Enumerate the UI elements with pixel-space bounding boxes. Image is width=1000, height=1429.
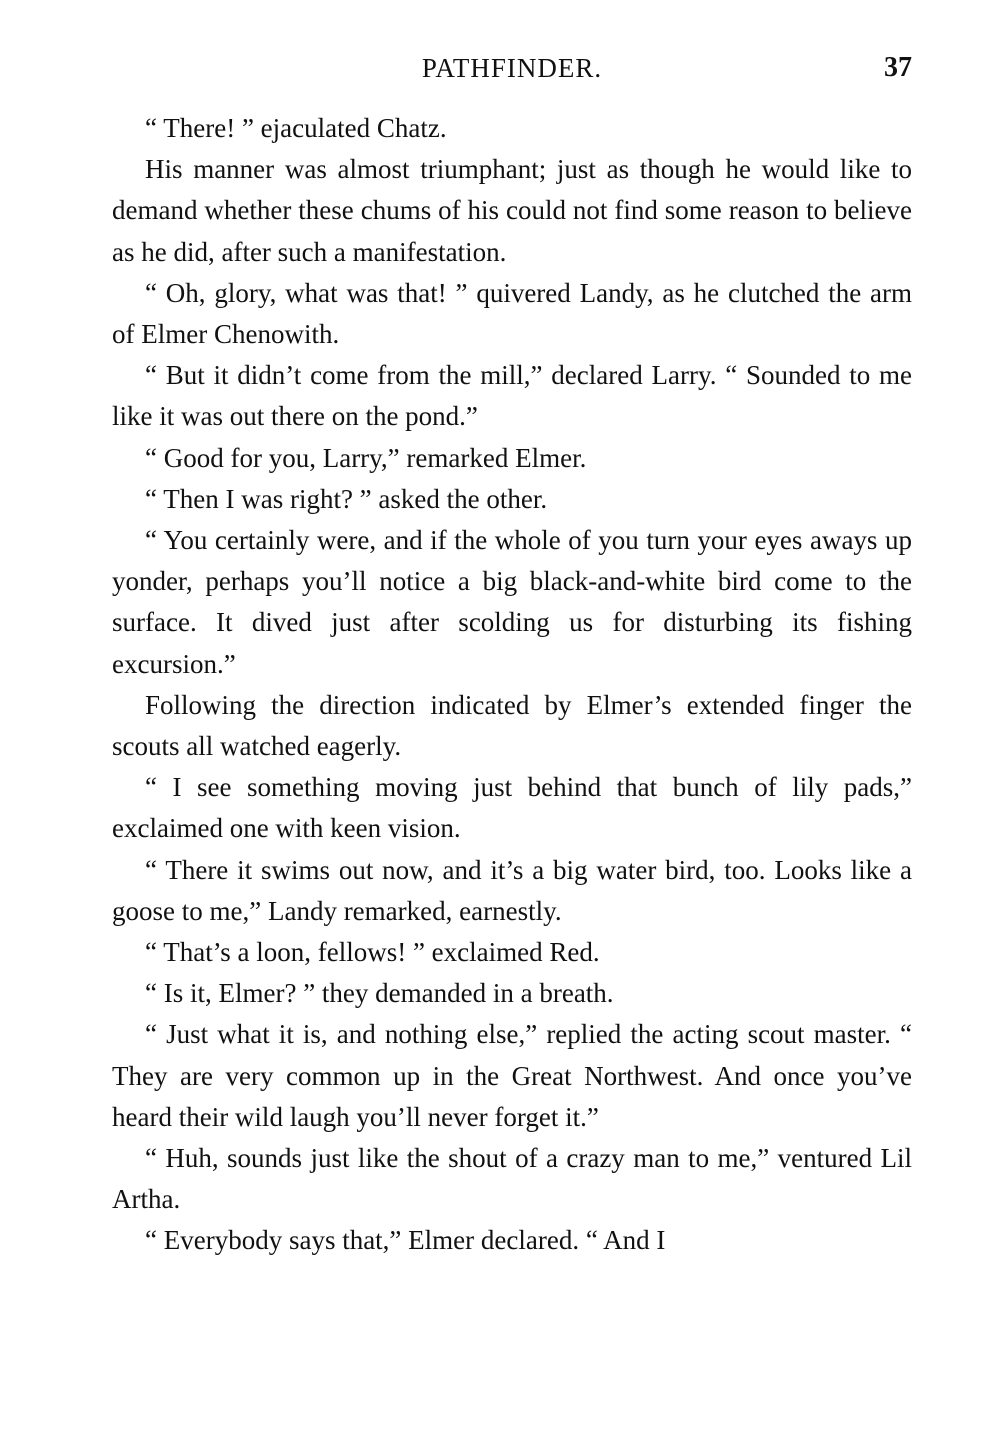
page-number: 37: [884, 52, 912, 83]
paragraph-9: “ I see something moving just behind that bunch of lily pads,” exclaimed one with keen vision.: [112, 772, 912, 844]
paragraph-1: “ There! ” ejaculated Chatz.: [145, 113, 447, 143]
body-text: [112, 108, 912, 1262]
paragraph-13: “ Just what it is, and nothing else,” replied the acting scout master. “ They are very common up in the Great Northwest. And once you’ve heard their wild laugh you’ll never forget it.”: [112, 1019, 912, 1132]
paragraph-7: “ You certainly were, and if the whole of you turn your eyes aways up yonder, perhaps you’ll notice a big black-and-white bird come to the surface. It dived just after scolding us for disturbing its fishing excursion.”: [112, 525, 912, 679]
paragraph-15: “ Everybody says that,” Elmer declared. “ And I: [145, 1225, 666, 1256]
paragraph-11: “ That’s a loon, fellows! ” exclaimed Red.: [145, 937, 600, 968]
paragraph-12: “ Is it, Elmer? ” they demanded in a breath.: [145, 978, 614, 1009]
running-head: [112, 48, 912, 88]
paragraph-4: “ But it didn’t come from the mill,” declared Larry. “ Sounded to me like it was out there on the pond.”: [112, 360, 912, 432]
running-title: PATHFINDER.: [421, 53, 603, 83]
paragraph-6: “ Then I was right? ” asked the other.: [145, 483, 548, 514]
paragraph-10: “ There it swims out now, and it’s a big water bird, too. Looks like a goose to me,” Landy remarked, earnestly.: [112, 854, 912, 926]
paragraph-5: “ Good for you, Larry,” remarked Elmer.: [145, 442, 587, 473]
paragraph-14: “ Huh, sounds just like the shout of a crazy man to me,” ventured Lil Artha.: [112, 1143, 912, 1215]
paragraph-8: Following the direction indicated by Elmer’s extended finger the scouts all watched eagerly.: [112, 689, 912, 762]
paragraph-3: “ Oh, glory, what was that! ” quivered Landy, as he clutched the arm of Elmer Chenowith.: [112, 277, 912, 350]
paragraph-2: His manner was almost triumphant; just as though he would like to demand whether these chums of his could not find some reason to believe as he did, after such a manifestation.: [112, 154, 912, 267]
